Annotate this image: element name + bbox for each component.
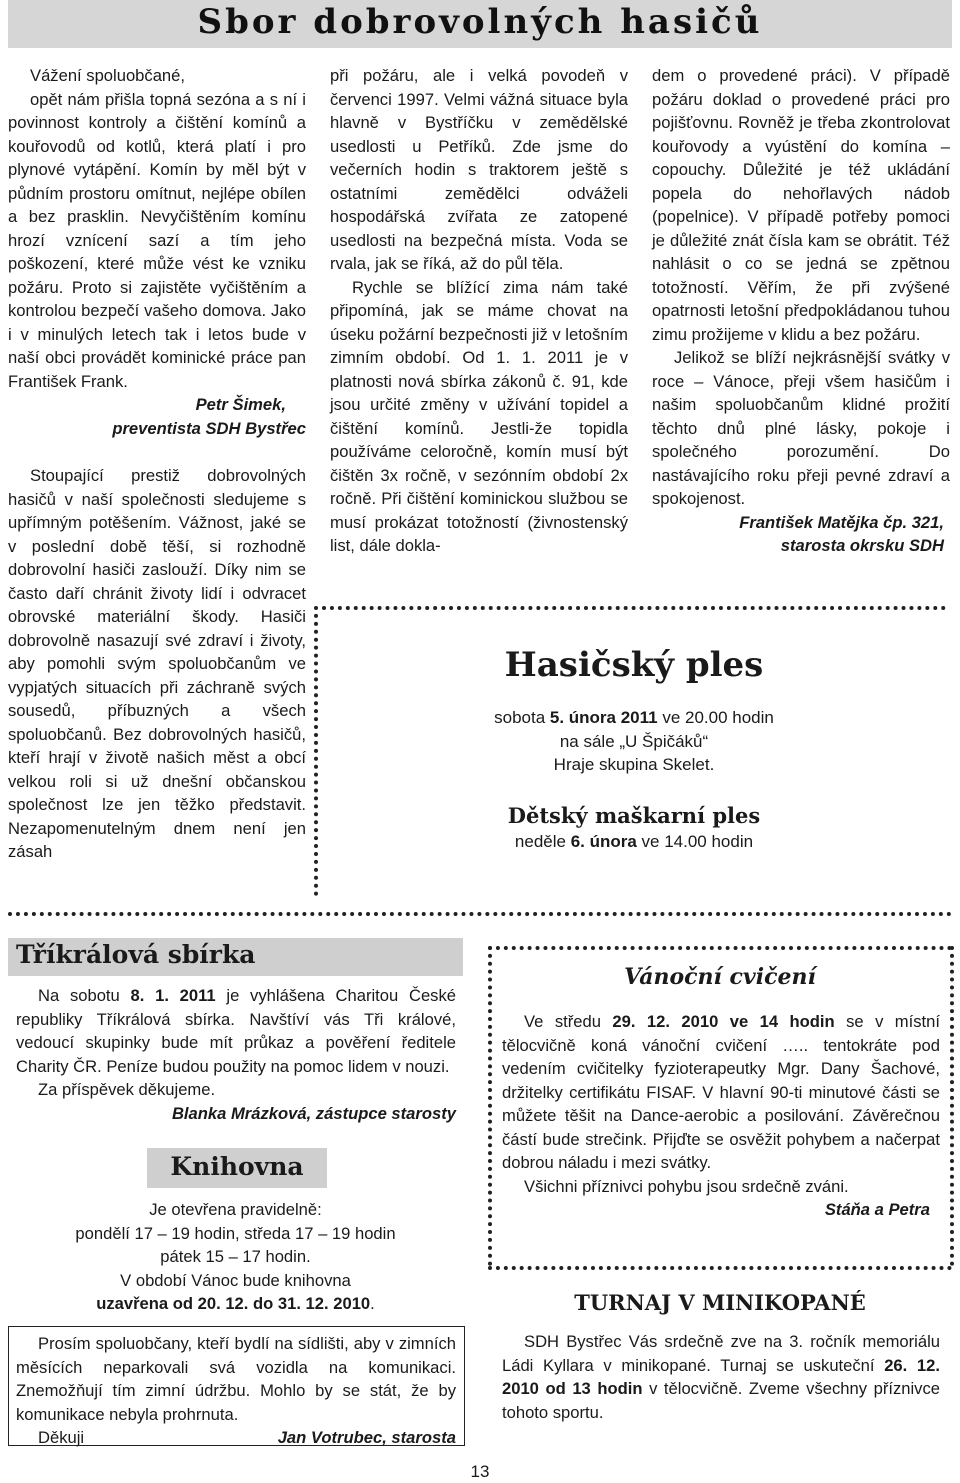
article-chimney-column-1 xyxy=(8,64,306,864)
library-closed-dates: uzavřena od 20. 12. do 31. 12. 2010 xyxy=(96,1294,371,1313)
exercise-text: Ve středu xyxy=(524,1012,613,1031)
three-kings-text: Na sobotu xyxy=(38,986,131,1005)
library-line: V období Vánoc bude knihovna xyxy=(120,1270,351,1290)
dotted-divider xyxy=(488,946,952,950)
dotted-divider xyxy=(8,912,952,916)
tournament-text: v tělocvičně. Zveme všechny příznivce tohoto sportu. xyxy=(502,1379,940,1422)
three-kings-signature: Blanka Mrázková, zástupce starosty xyxy=(171,1103,456,1123)
chimney-paragraph: opět nám přišla topná sezóna a s ní i povinnost kontroly a čištění komínů a kouřovodů od kotlů, která platí i pro plynové vytápění. Komín by měl být v půdním prostoru omítnut, nejlépe obílen a bez prasklin. Nevyčištěním komínu hrozí vznícení sazí a tím jeho poškození, které může vést ke vzniku požáru. Proto si zajistěte vyčištěním a kontrolou bezpečí vašeho domova. Jako i v minulých letech tak i letos bude v naší obci provádět kominické práce pan František Frank. xyxy=(8,89,306,391)
flood-paragraph: při požáru, ale i velká povodeň v červenci 1997. Velmi vážná situace byla hlavně v Bystříčku v zemědělské usedlosti u Petříků. Zde jsme do večerních hodin s traktorem ještě s ostatními zemědělci odváželi hospodářská zvířata ze zatopené usedlosti na bezpečná místa. Voda se rvala, jak se říká, až do půl těla. xyxy=(330,66,628,273)
thanks-line: Za příspěvek děkujeme. xyxy=(38,1080,216,1099)
tournament-article xyxy=(502,1330,940,1424)
parking-thanks: Děkuji xyxy=(38,1428,85,1447)
kids-ball-time: ve 14.00 hodin xyxy=(636,832,754,851)
exercise-signature: Stáňa a Petra xyxy=(824,1200,930,1219)
article-column-2 xyxy=(330,64,628,558)
three-kings-text: je vyhlášena Charitou České republiky Tříkrálová sbírka. Navštíví vás Tři králové, vedoucí skupinky bude mít průkaz a pověření ředitele Charity ČR. Peníze budou použity na pomoc lidem v nouzi. xyxy=(16,986,456,1076)
tournament-text: SDH Bystřec Vás srdečně zve na 3. ročník memoriálu Ládi Kyllara v minikopané. Turnaj se uskuteční xyxy=(502,1332,940,1375)
ball-venue: na sále „U Špičáků“ xyxy=(559,731,709,751)
exercise-date: 29. 12. 2010 ve 14 hodin xyxy=(612,1012,835,1031)
library-line: pondělí 17 – 19 hodin, středa 17 – 19 hodin xyxy=(75,1223,396,1243)
library-hours xyxy=(8,1198,463,1316)
three-kings-article xyxy=(16,984,456,1125)
ball-date: 5. února 2011 xyxy=(549,708,658,727)
exercise-text: se v místní tělocvičně koná vánoční cvičení ….. tentokráte pod vedením cvičitelky fyzioterapeutky Mgr. Dany Šachové, držitelky certifikátu FISAF. V hlavní 90-ti minutové části se můžete těšit na Dance-aerobic a posilování. Závěrečnou částí bude strečink. Přijďte se osvěžit pohybem a načerpat dobrou náladu i mezi svátky. xyxy=(502,1012,940,1172)
tournament-title: TURNAJ V MINIKOPANÉ xyxy=(574,1290,866,1315)
page-number: 13 xyxy=(470,1462,490,1481)
three-kings-date: 8. 1. 2011 xyxy=(130,986,216,1005)
christmas-exercise-title: Vánoční cvičení xyxy=(624,964,816,990)
dotted-divider xyxy=(488,1266,952,1270)
tournament-date: 26. 12. 2010 od 13 hodin xyxy=(502,1355,941,1398)
article-column-3 xyxy=(652,64,950,558)
greeting: Vážení spoluobčané, xyxy=(30,66,185,85)
dotted-divider xyxy=(314,606,318,896)
winter-paragraph: Rychle se blížící zima nám také připomíná, jak se máme chovat na úseku požární bezpečnosti již v letošním zimním období. Od 1. 1. 2011 je v platnosti nová sbírka zákonů č. 91, kde jsou určité změny v užívání topidel a čištění komínů. Jestli-že topidla používáme celoročně, komín musí být čištěn 3x ročně, v sezónním období 2x ročně. Při čištění kominickou službou se musí prokázat totožností (živnostenský list, dále dokla- xyxy=(330,277,628,555)
parking-signature: Jan Votrubec, starosta xyxy=(277,1428,456,1447)
library-title: Knihovna xyxy=(170,1152,304,1181)
kids-ball-date: 6. února xyxy=(570,832,637,851)
kids-ball-details xyxy=(322,830,946,854)
dotted-divider xyxy=(950,946,954,1266)
library-line: . xyxy=(370,1294,375,1313)
exercise-invite: Všichni příznivci pohybu jsou srdečně zváni. xyxy=(524,1176,849,1196)
ball-details xyxy=(322,706,946,777)
ball-title: Hasičský ples xyxy=(504,645,764,685)
dotted-divider xyxy=(488,946,492,1266)
ball-band: Hraje skupina Skelet. xyxy=(553,755,715,774)
kids-ball-title: Dětský maškarní ples xyxy=(507,803,761,828)
library-line: pátek 15 – 17 hodin. xyxy=(160,1247,311,1266)
kids-ball-day: neděle xyxy=(514,832,571,851)
parking-notice xyxy=(16,1332,456,1450)
signature-name: František Matějka čp. 321, xyxy=(739,512,944,532)
signature-role: starosta okrsku SDH xyxy=(780,536,944,555)
ball-time: ve 20.00 hodin xyxy=(657,708,774,727)
christmas-exercise-article xyxy=(502,1010,940,1222)
prestige-paragraph: Stoupající prestiž dobrovolných hasičů v naší společnosti sledujeme s upřímným potěšením. Vážnost, jaké se v poslední době těší, si rozhodně dobrovolní hasiči zaslouží. Díky nim se často daří chránit životy lidí i odvracet obrovské materiální škody. Hasiči dobrovolně nasazují své zdraví i životy, aby pomohli svým spoluobčanům ve vypjatých situacích při záchraně svých sousedů, příbuzných a všech spoluobčanů. Bez dobrovolných hasičů, kteří hrají v životě našich měst a obcí velkou roli si už dnešní občanskou společnost lze jen těžko představit. Nezapomenutelným dnem není jen zásah xyxy=(8,466,306,861)
signature-name: Petr Šimek, xyxy=(195,395,286,414)
three-kings-title: Tříkrálová sbírka xyxy=(16,940,256,969)
dotted-divider xyxy=(322,606,946,610)
signature-role: preventista SDH Bystřec xyxy=(112,418,306,438)
ball-day: sobota xyxy=(494,708,550,727)
page-title: Sbor dobrovolných hasičů xyxy=(197,2,763,42)
parking-notice-text: Prosím spoluobčany, kteří bydlí na sídlišti, aby v zimních měsících neparkovali svá vozidla na komunikaci. Znemožňují tím zimní údržbu. Mohlo by se stát, že by komunikace nebyla prohrnuta. xyxy=(16,1334,456,1424)
documents-paragraph: dem o provedené práci). V případě požáru doklad o provedené práci pro pojišťovnu. Rovněž je třeba zkontrolovat kouřovody a vyústění do komína – copouchy. Důležité je též ukládání popela do nehořlavých nádob (popelnice). V případě potřeby pomoci je důležité znát čísla kam se obrátit. Též nahlásit o co se jedná se zpětnou totožností. Věřím, že při zvýšené opatrnosti letošní předpokládanou tuhou zimu prožijeme v klidu a bez požáru. xyxy=(652,66,950,344)
wishes-paragraph: Jelikož se blíží nejkrásnější svátky v roce – Vánoce, přeji všem hasičům i našim spoluobčanům klidné prožití těchto dnů plné lásky, pokoje i společného porozumění. Do nastávajícího roku přeji pevné zdraví a spokojenost. xyxy=(652,348,950,508)
library-line: Je otevřena pravidelně: xyxy=(149,1200,322,1219)
